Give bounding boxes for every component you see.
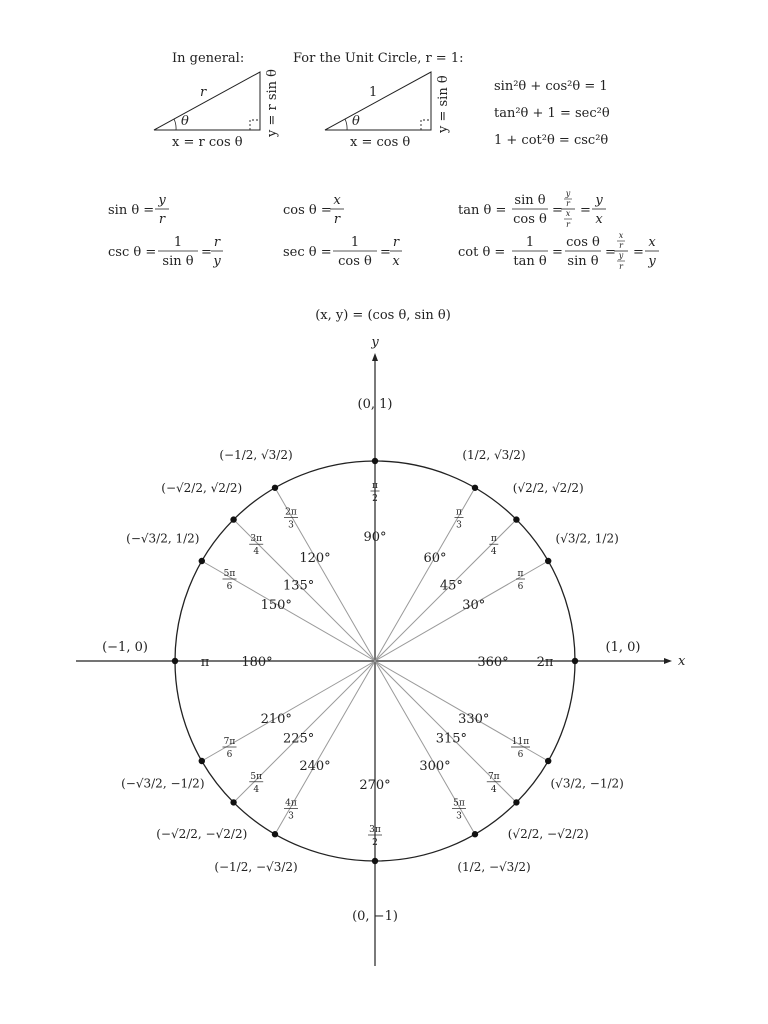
svg-text:4: 4 bbox=[253, 784, 260, 795]
svg-text:6: 6 bbox=[517, 582, 524, 592]
rad-label-210 bbox=[223, 737, 237, 760]
triangle-unit-base: x = cos θ bbox=[350, 135, 411, 150]
svg-text:r: r bbox=[566, 220, 570, 229]
deg-label-300: 300° bbox=[419, 758, 451, 774]
triangle-unit bbox=[325, 72, 451, 150]
svg-text:(−1/2, √3/2): (−1/2, √3/2) bbox=[219, 447, 293, 462]
svg-text:sin θ: sin θ bbox=[567, 254, 599, 269]
svg-text:1: 1 bbox=[173, 235, 183, 250]
svg-text:y: y bbox=[565, 189, 571, 198]
svg-text:2π: 2π bbox=[285, 507, 297, 518]
svg-text:=: = bbox=[201, 245, 212, 260]
svg-text:cot θ =: cot θ = bbox=[458, 245, 506, 260]
point-240 bbox=[272, 831, 278, 837]
rad-label-240 bbox=[284, 798, 298, 821]
deg-label-120: 120° bbox=[299, 551, 331, 567]
svg-text:(−√3/2, 1/2): (−√3/2, 1/2) bbox=[126, 531, 200, 546]
svg-text:(1/2, √3/2): (1/2, √3/2) bbox=[462, 447, 526, 462]
svg-text:x: x bbox=[565, 209, 571, 218]
coord-label-30 bbox=[556, 532, 619, 546]
triangle-unit-side: y = sin θ bbox=[436, 75, 451, 133]
svg-text:y: y bbox=[158, 193, 166, 208]
svg-text:(−√2/2, √2/2): (−√2/2, √2/2) bbox=[161, 480, 243, 495]
svg-text:r: r bbox=[619, 262, 623, 271]
deg-label-240: 240° bbox=[299, 758, 331, 774]
identity-1: sin²θ + cos²θ = 1 bbox=[494, 79, 608, 94]
svg-text:π: π bbox=[456, 507, 462, 518]
svg-text:3: 3 bbox=[288, 811, 294, 822]
rad-label-0: 2π bbox=[536, 655, 554, 670]
svg-text:=: = bbox=[580, 203, 591, 218]
deg-label-180: 180° bbox=[241, 655, 273, 670]
coord-label-180: (−1, 0) bbox=[102, 640, 148, 655]
coord-label-45 bbox=[513, 481, 584, 495]
triangle-general bbox=[154, 69, 280, 150]
unit-circle-label: For the Unit Circle, r = 1: bbox=[293, 51, 464, 66]
svg-text:6: 6 bbox=[226, 582, 233, 592]
svg-text:4π: 4π bbox=[285, 798, 297, 809]
point-150 bbox=[199, 558, 205, 564]
coord-label-270: (0, −1) bbox=[352, 909, 398, 924]
triangle-general-base: x = r cos θ bbox=[172, 135, 243, 150]
point-135 bbox=[230, 516, 236, 522]
svg-text:x: x bbox=[648, 235, 656, 250]
def-sec bbox=[283, 235, 402, 269]
coord-label-120 bbox=[219, 448, 292, 462]
x-axis-arrow bbox=[664, 658, 672, 664]
point-90 bbox=[372, 458, 378, 464]
svg-text:π: π bbox=[517, 569, 524, 579]
rad-label-180: π bbox=[200, 655, 210, 670]
point-330 bbox=[545, 758, 551, 764]
svg-text:x: x bbox=[618, 231, 624, 240]
svg-text:r: r bbox=[619, 241, 623, 250]
svg-text:(−1/2, −√3/2): (−1/2, −√3/2) bbox=[214, 860, 298, 875]
svg-text:3: 3 bbox=[456, 811, 462, 822]
svg-text:y: y bbox=[618, 251, 624, 260]
svg-text:3: 3 bbox=[288, 520, 294, 531]
point-180 bbox=[172, 658, 178, 664]
svg-text:tan θ =: tan θ = bbox=[458, 203, 507, 218]
coord-label-0: (1, 0) bbox=[605, 640, 641, 655]
svg-text:2: 2 bbox=[372, 494, 378, 504]
svg-text:y: y bbox=[213, 254, 221, 269]
deg-label-30: 30° bbox=[462, 598, 486, 613]
deg-label-0: 360° bbox=[477, 655, 509, 670]
identity-2: tan²θ + 1 = sec²θ bbox=[494, 106, 610, 121]
y-axis-label: y bbox=[371, 335, 379, 350]
svg-text:=: = bbox=[380, 245, 391, 260]
svg-text:x: x bbox=[333, 193, 341, 208]
svg-text:5π: 5π bbox=[223, 569, 236, 579]
svg-text:1: 1 bbox=[525, 235, 535, 250]
coord-label-240 bbox=[214, 860, 297, 874]
svg-text:5π: 5π bbox=[250, 771, 263, 782]
coord-label-60 bbox=[462, 448, 525, 462]
coord-label-225 bbox=[156, 827, 247, 841]
svg-text:=: = bbox=[552, 245, 563, 260]
svg-text:cos θ =: cos θ = bbox=[283, 203, 332, 218]
svg-text:=: = bbox=[633, 245, 644, 260]
svg-text:6: 6 bbox=[517, 750, 524, 760]
def-csc bbox=[108, 235, 223, 269]
svg-text:r: r bbox=[392, 235, 400, 250]
svg-text:π: π bbox=[372, 481, 378, 491]
svg-text:cos θ: cos θ bbox=[338, 254, 372, 269]
svg-text:sin θ =: sin θ = bbox=[108, 203, 155, 218]
deg-label-60: 60° bbox=[423, 551, 447, 567]
svg-text:r: r bbox=[213, 235, 221, 250]
svg-text:(√2/2, −√2/2): (√2/2, −√2/2) bbox=[507, 827, 589, 842]
svg-text:3: 3 bbox=[456, 520, 462, 531]
svg-text:r: r bbox=[158, 212, 166, 227]
identity-3: 1 + cot²θ = csc²θ bbox=[494, 133, 609, 148]
svg-text:cos θ: cos θ bbox=[513, 212, 547, 227]
rad-label-150 bbox=[223, 569, 237, 592]
y-axis-arrow bbox=[372, 353, 378, 361]
svg-text:(√2/2, √2/2): (√2/2, √2/2) bbox=[512, 480, 584, 495]
circle-title: (x, y) = (cos θ, sin θ) bbox=[315, 308, 451, 323]
coord-label-330 bbox=[551, 777, 624, 791]
deg-label-330: 330° bbox=[458, 712, 490, 727]
rad-label-30 bbox=[516, 569, 525, 592]
svg-text:(1/2, −√3/2): (1/2, −√3/2) bbox=[457, 860, 531, 875]
svg-text:r: r bbox=[333, 212, 341, 227]
svg-text:4: 4 bbox=[490, 784, 497, 795]
coord-label-135 bbox=[161, 481, 242, 495]
svg-text:(−√2/2, −√2/2): (−√2/2, −√2/2) bbox=[156, 827, 248, 842]
point-270 bbox=[372, 858, 378, 864]
svg-text:11π: 11π bbox=[511, 737, 530, 747]
svg-text:4: 4 bbox=[490, 547, 497, 558]
rad-label-315 bbox=[487, 772, 501, 795]
svg-text:r: r bbox=[566, 199, 570, 208]
point-60 bbox=[472, 485, 478, 491]
point-300 bbox=[472, 831, 478, 837]
def-sin bbox=[108, 193, 169, 227]
svg-text:x: x bbox=[595, 212, 603, 227]
unit-circle bbox=[76, 353, 672, 966]
svg-text:3π: 3π bbox=[250, 534, 263, 545]
deg-label-135: 135° bbox=[282, 578, 315, 594]
svg-text:sin θ: sin θ bbox=[514, 193, 546, 208]
svg-text:=: = bbox=[605, 245, 616, 260]
deg-label-90: 90° bbox=[363, 530, 387, 545]
deg-label-225: 225° bbox=[282, 731, 315, 747]
svg-text:4: 4 bbox=[253, 547, 260, 558]
coord-label-315 bbox=[508, 827, 589, 841]
coord-label-150 bbox=[126, 532, 199, 546]
point-225 bbox=[230, 799, 236, 805]
general-label: In general: bbox=[172, 51, 245, 66]
x-axis-label: x bbox=[678, 654, 686, 669]
svg-text:y: y bbox=[648, 254, 656, 269]
svg-text:5π: 5π bbox=[453, 798, 465, 809]
point-315 bbox=[513, 799, 519, 805]
rad-label-120 bbox=[284, 508, 298, 531]
svg-text:tan θ: tan θ bbox=[513, 254, 547, 269]
deg-label-150: 150° bbox=[260, 598, 292, 613]
def-tan bbox=[458, 189, 606, 229]
svg-text:2: 2 bbox=[372, 838, 378, 848]
svg-text:sec θ =: sec θ = bbox=[283, 245, 332, 260]
triangle-general-hyp: r bbox=[200, 85, 207, 100]
deg-label-315: 315° bbox=[435, 731, 468, 747]
point-210 bbox=[199, 758, 205, 764]
triangle-unit-hyp: 1 bbox=[369, 85, 378, 100]
svg-text:csc θ =: csc θ = bbox=[108, 245, 157, 260]
svg-text:π: π bbox=[490, 534, 497, 545]
svg-text:y: y bbox=[595, 193, 603, 208]
point-30 bbox=[545, 558, 551, 564]
svg-text:x: x bbox=[392, 254, 400, 269]
coord-label-300 bbox=[457, 860, 530, 874]
svg-text:3π: 3π bbox=[369, 825, 381, 835]
triangle-general-side: y = r sin θ bbox=[265, 68, 280, 137]
def-cos bbox=[283, 193, 344, 227]
svg-text:1: 1 bbox=[350, 235, 360, 250]
svg-text:(−√3/2, −1/2): (−√3/2, −1/2) bbox=[121, 776, 205, 791]
rad-label-225 bbox=[249, 772, 263, 795]
deg-label-210: 210° bbox=[260, 712, 292, 727]
triangle-general-angle: θ bbox=[181, 114, 189, 129]
def-cot bbox=[458, 231, 659, 271]
coord-label-90: (0, 1) bbox=[357, 397, 393, 412]
svg-text:6: 6 bbox=[226, 750, 233, 760]
point-45 bbox=[513, 516, 519, 522]
deg-label-45: 45° bbox=[439, 578, 463, 594]
triangle-unit-angle: θ bbox=[352, 114, 360, 129]
svg-text:7π: 7π bbox=[487, 771, 500, 782]
coord-label-210 bbox=[121, 777, 204, 791]
svg-text:(√3/2, 1/2): (√3/2, 1/2) bbox=[555, 531, 619, 546]
svg-text:7π: 7π bbox=[223, 737, 236, 747]
deg-label-270: 270° bbox=[359, 778, 391, 793]
svg-text:sin θ: sin θ bbox=[162, 254, 194, 269]
svg-text:cos θ: cos θ bbox=[566, 235, 600, 250]
svg-text:(√3/2, −1/2): (√3/2, −1/2) bbox=[550, 776, 624, 791]
rad-label-300 bbox=[452, 798, 466, 821]
point-0 bbox=[572, 658, 578, 664]
rad-label-135 bbox=[249, 534, 263, 557]
point-120 bbox=[272, 485, 278, 491]
svg-text:=: = bbox=[552, 203, 563, 218]
